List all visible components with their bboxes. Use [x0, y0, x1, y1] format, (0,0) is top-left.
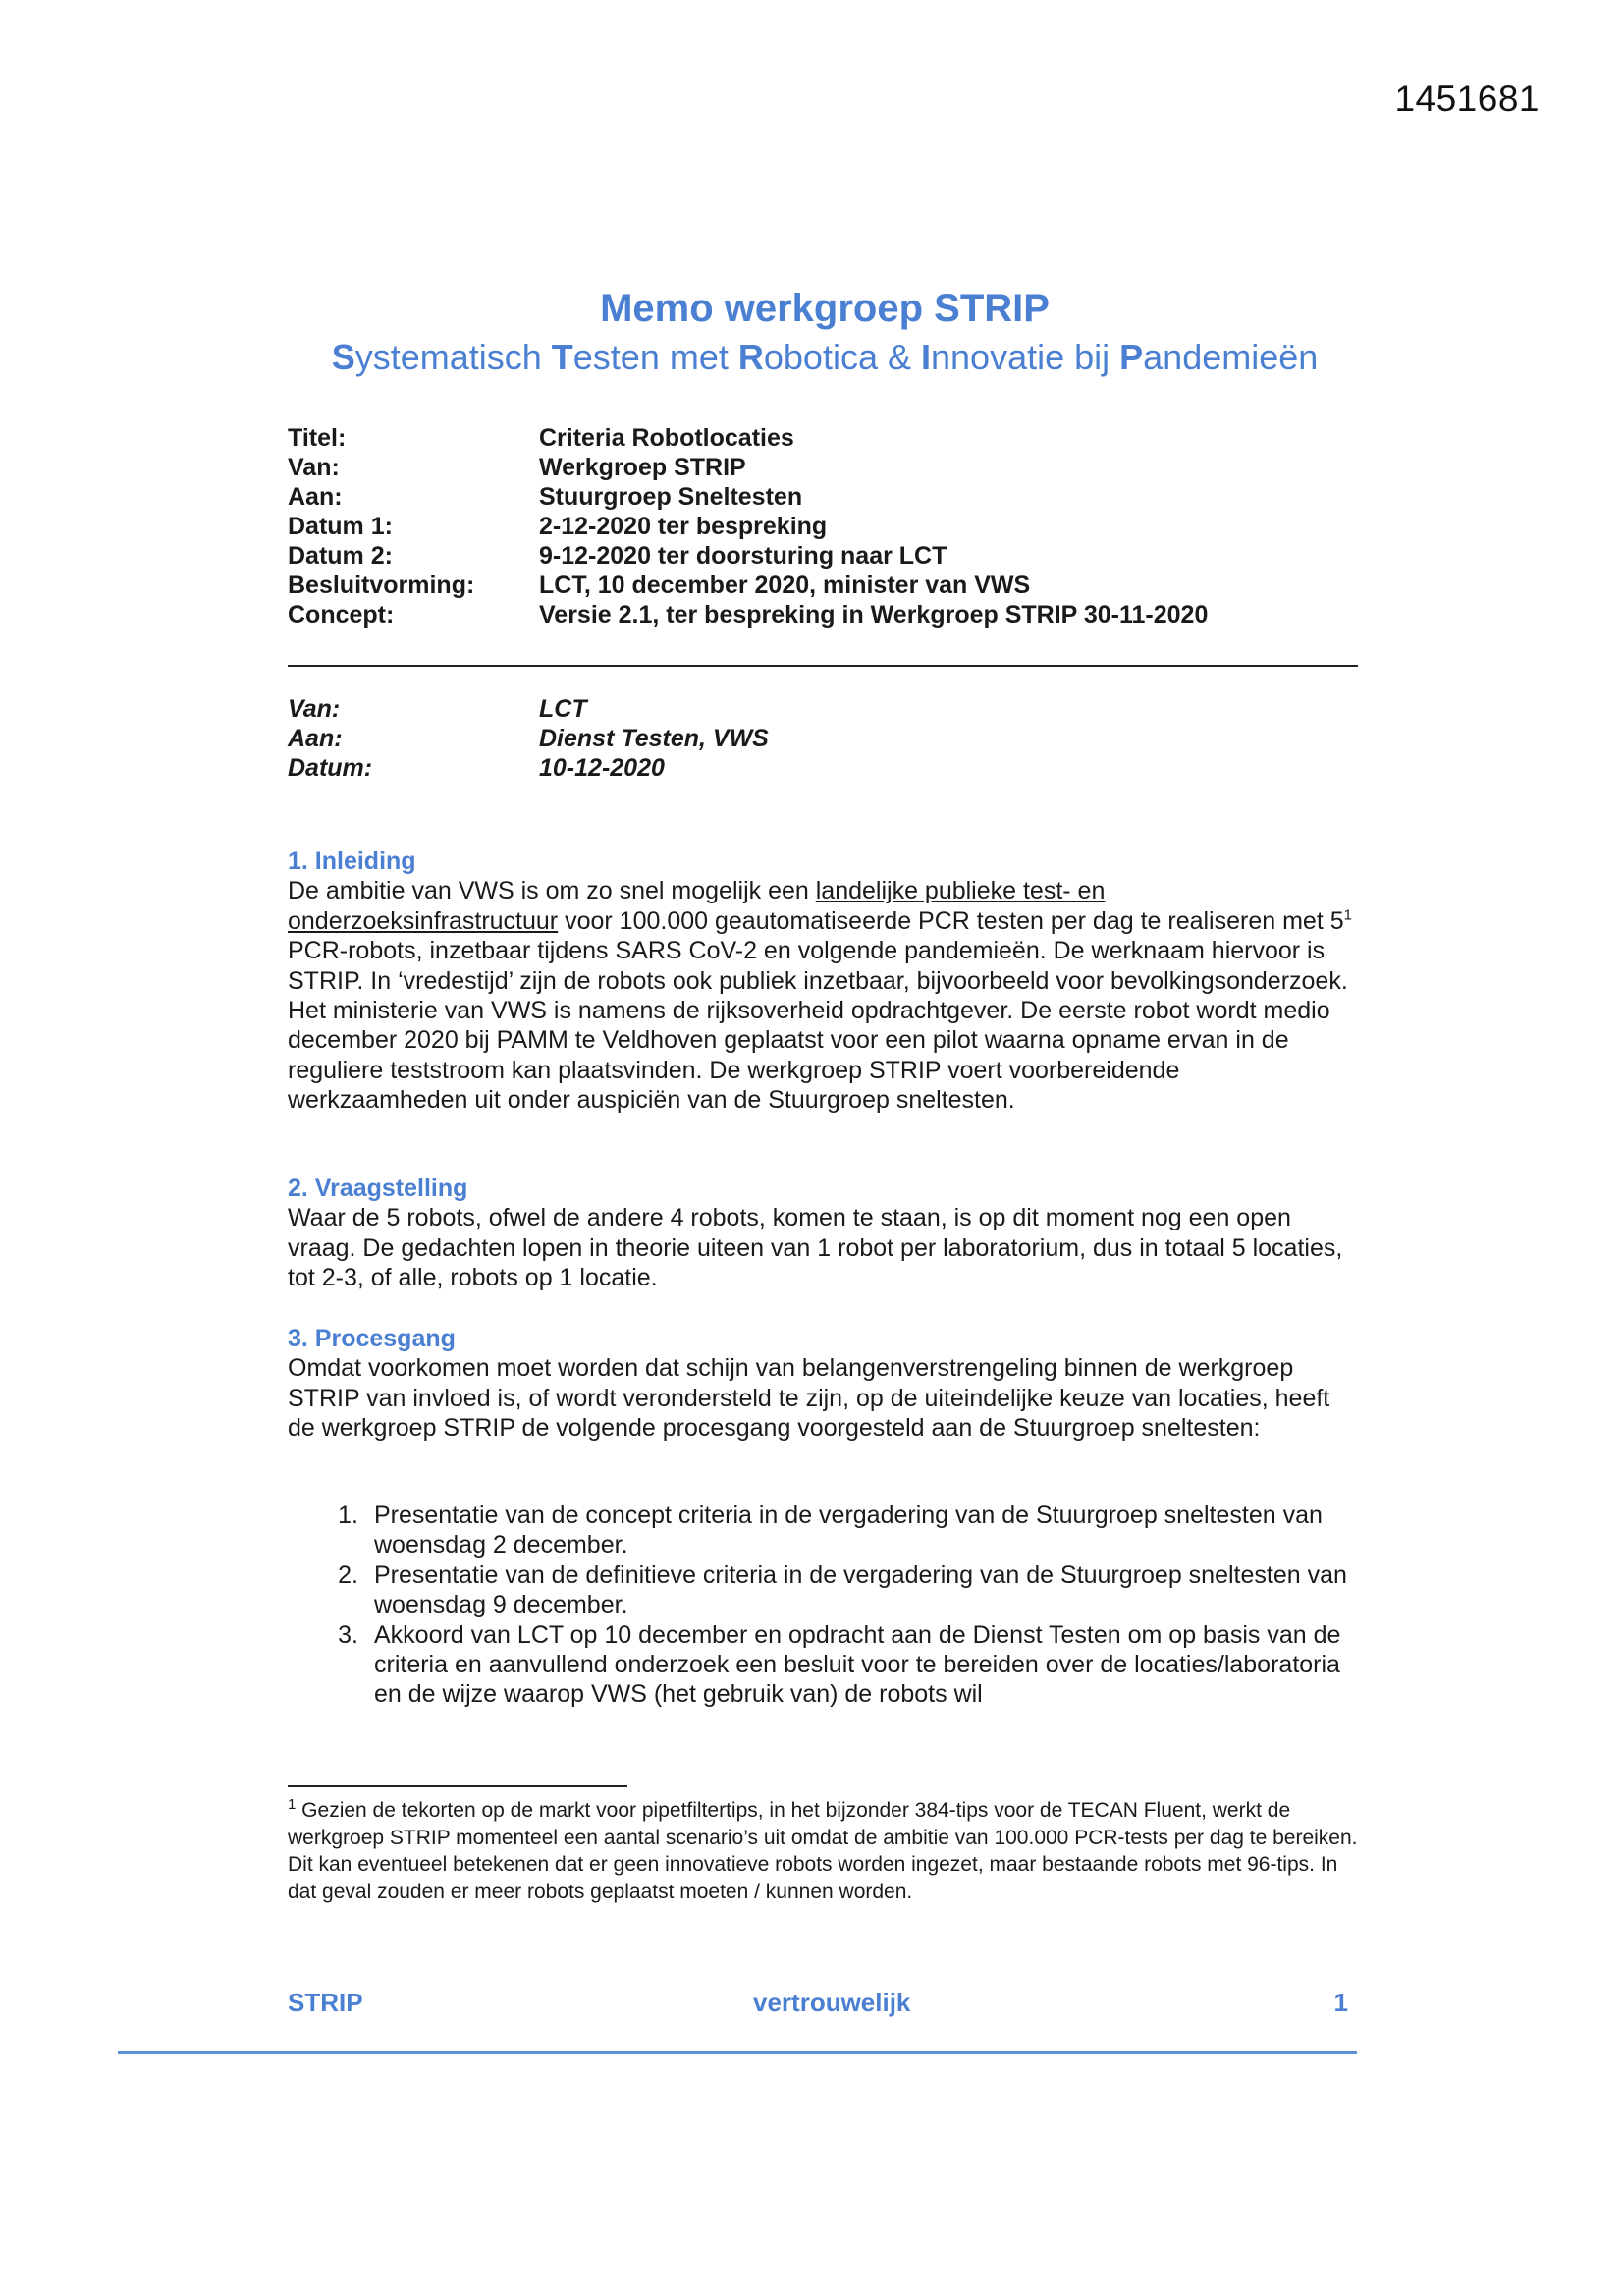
meta-row	[288, 482, 1358, 512]
list-item-number: 3.	[338, 1620, 358, 1649]
meta-label: Concept:	[288, 601, 395, 629]
meta-row	[288, 571, 1358, 600]
meta-label: Datum 1:	[288, 513, 393, 540]
section-inleiding	[288, 847, 1358, 1116]
memo-subtitle	[0, 337, 1624, 378]
underlined-phrase: landelijke publieke test- en onderzoeksinfrastructuur	[288, 877, 1106, 935]
section-heading: 1. Inleiding	[288, 847, 416, 875]
list-item	[288, 1560, 1358, 1620]
meta-row	[288, 600, 1358, 629]
meta-value: 9-12-2020 ter doorsturing naar LCT	[539, 542, 947, 570]
procesgang-list	[288, 1501, 1358, 1710]
meta-label: Titel:	[288, 424, 347, 452]
memo-routing-block	[288, 694, 1358, 783]
meta-value: Criteria Robotlocaties	[539, 424, 794, 452]
meta-row	[288, 541, 1358, 571]
meta-row	[288, 512, 1358, 541]
subtitle-segment: nnovatie bij	[931, 337, 1120, 377]
document-id: 1451681	[1394, 79, 1540, 119]
meta-label: Van:	[288, 695, 341, 723]
subtitle-segment: andemieën	[1143, 337, 1319, 377]
footer-rule	[118, 2051, 1357, 2054]
meta-label: Van:	[288, 454, 340, 481]
list-item	[288, 1501, 1358, 1560]
list-item-number: 2.	[338, 1560, 358, 1589]
meta-value: LCT, 10 december 2020, minister van VWS	[539, 572, 1031, 599]
meta-value: Versie 2.1, ter bespreking in Werkgroep STRIP 30-11-2020	[539, 601, 1209, 629]
subtitle-segment: R	[737, 337, 764, 377]
meta-row	[288, 753, 1358, 783]
section-body: Waar de 5 robots, ofwel de andere 4 robots, komen te staan, is op dit moment nog een open vraag. De gedachten lopen in theorie uiteen van 1 robot per laboratorium, dus in totaal 5 locaties, tot 2-3, of alle, robots op 1 locatie.	[288, 1204, 1343, 1292]
subtitle-segment: esten met	[572, 337, 738, 377]
meta-value: Stuurgroep Sneltesten	[539, 483, 803, 511]
subtitle-segment: I	[920, 337, 931, 377]
memo-title: Memo werkgroep STRIP	[600, 287, 1050, 330]
section-heading: 3. Procesgang	[288, 1325, 456, 1352]
footnote-text: Gezien de tekorten op de markt voor pipetfiltertips, in het bijzonder 384-tips voor de TECAN Fluent, werkt de werkgroep STRIP momenteel een aantal scenario’s uit omdat de ambitie van 100.000 PCR-tests per dag te bereiken. Dit kan eventueel betekenen dat er geen innovatieve robots worden ingezet, maar bestaande robots met 96-tips. In dat geval zouden er meer robots geplaatst moeten / kunnen worden.	[288, 1799, 1358, 1903]
section-body: De ambitie van VWS is om zo snel mogelijk een landelijke publieke test- en onderzoeksinfrastructuur voor 100.000 geautomatiseerde PCR testen per dag te realiseren met $5^1$ PCR-robots, inzetbaar tijdens SARS CoV-2 en volgende pandemieën. De werknaam hiervoor is STRIP. In ‘vredestijd’ zijn de robots ook publiek inzetbaar, bijvoorbeeld voor bevolkingsonderzoek. Het ministerie van VWS is namens de rijksoverheid opdrachtgever. De eerste robot wordt medio december 2020 bij PAMM te Veldhoven geplaatst voor een pilot waarna opname ervan in de reguliere teststroom kan plaatsvinden. De werkgroep STRIP voert voorbereidende werkzaamheden uit onder auspiciën van de Stuurgroep sneltesten.	[288, 877, 1352, 1115]
meta-label: Aan:	[288, 725, 343, 752]
footer-confidentiality: vertrouwelijk	[753, 1988, 911, 2017]
section-procesgang	[288, 1324, 1358, 1444]
meta-value: Werkgroep STRIP	[539, 454, 746, 481]
section-body: Omdat voorkomen moet worden dat schijn van belangenverstrengeling binnen de werkgroep STRIP van invloed is, of wordt verondersteld te zijn, op de uiteindelijke keuze van locaties, heeft de werkgroep STRIP de volgende procesgang voorgesteld aan de Stuurgroep sneltesten:	[288, 1354, 1330, 1443]
meta-label: Datum 2:	[288, 542, 393, 570]
footer-left-label: STRIP	[288, 1988, 363, 2017]
subtitle-segment: ystematisch	[354, 337, 552, 377]
meta-label: Besluitvorming:	[288, 572, 475, 599]
meta-value: 10-12-2020	[539, 754, 665, 782]
subtitle-segment: T	[551, 337, 573, 377]
meta-row	[288, 453, 1358, 482]
list-item-number: 1.	[338, 1502, 358, 1529]
subtitle-segment: P	[1119, 337, 1144, 377]
list-item	[288, 1620, 1358, 1710]
meta-label: Aan:	[288, 483, 343, 511]
page-number: 1	[1333, 1988, 1348, 2017]
list-item-text: Akkoord van LCT op 10 december en opdracht aan de Dienst Testen om op basis van de criteria en aanvullend onderzoek een besluit voor te bereiden over de locaties/laboratoria en de wijze waarop VWS (het gebruik van) de robots wil	[374, 1620, 1341, 1709]
memo-meta-block	[288, 423, 1358, 629]
footnote-ref: 1	[1343, 906, 1352, 924]
subtitle-segment: S	[331, 337, 355, 377]
subtitle-segment: obotica &	[763, 337, 921, 377]
list-item-text: Presentatie van de definitieve criteria in de vergadering van de Stuurgroep sneltesten van woensdag 9 december.	[374, 1560, 1347, 1619]
meta-value: LCT	[539, 695, 587, 723]
meta-label: Datum:	[288, 754, 373, 782]
meta-divider	[288, 665, 1358, 667]
section-heading: 2. Vraagstelling	[288, 1175, 468, 1202]
meta-value: Dienst Testen, VWS	[539, 725, 769, 752]
meta-value: 2-12-2020 ter bespreking	[539, 513, 828, 540]
meta-row	[288, 423, 1358, 453]
footnote-number: 1	[288, 1796, 297, 1813]
meta-row	[288, 694, 1358, 724]
list-item-text: Presentatie van de concept criteria in de vergadering van de Stuurgroep sneltesten van woensdag 2 december.	[374, 1502, 1323, 1559]
footnote-divider	[288, 1785, 627, 1787]
section-vraagstelling	[288, 1174, 1358, 1293]
footnote	[288, 1797, 1358, 1905]
meta-row	[288, 724, 1358, 753]
